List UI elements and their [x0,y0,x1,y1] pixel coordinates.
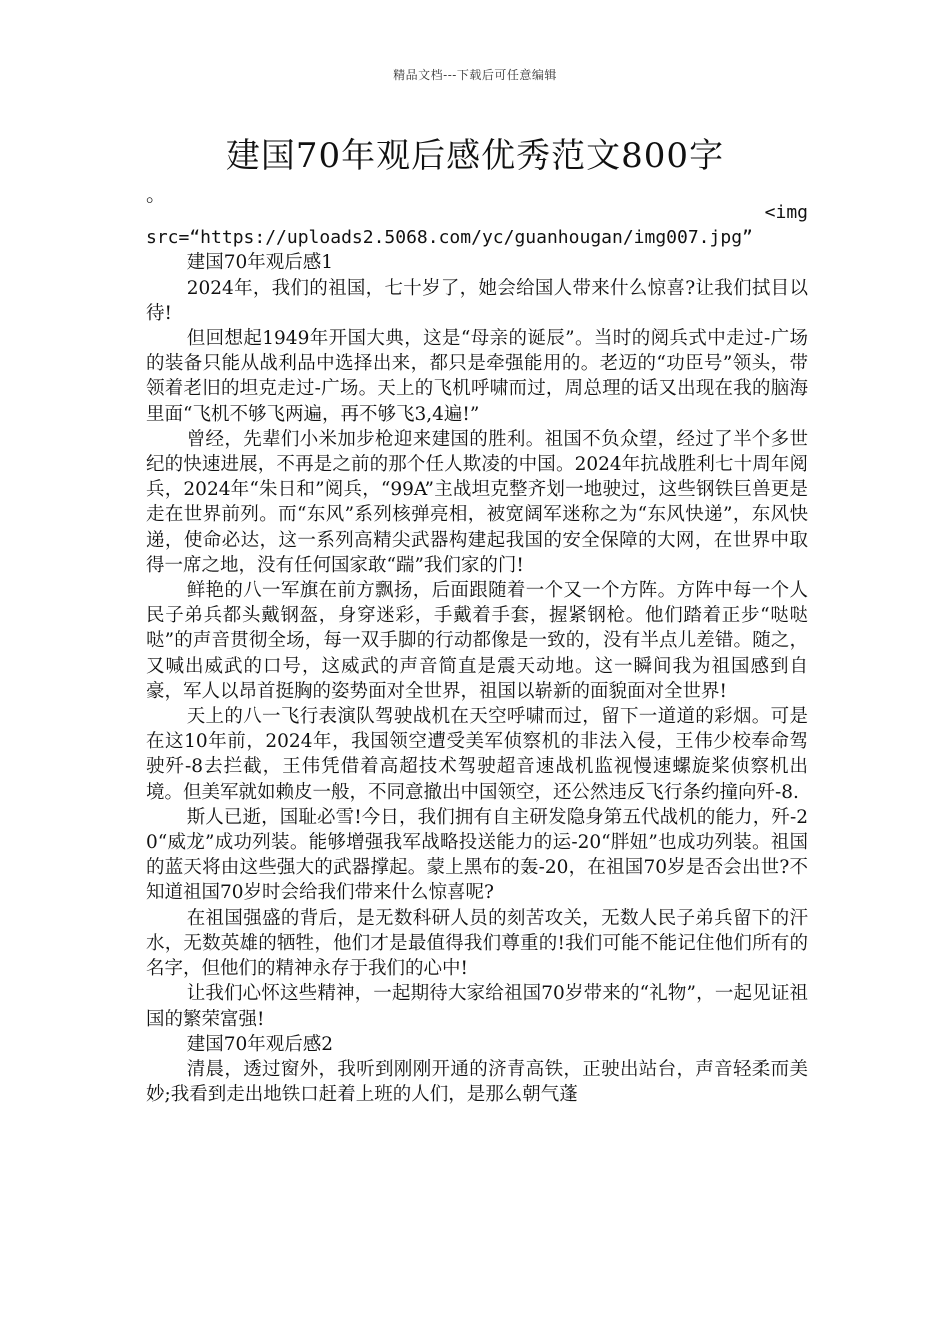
document-body [146,200,808,1107]
paragraph: 2024年，我们的祖国，七十岁了，她会给国人带来什么惊喜?让我们拭目以待! [146,277,808,324]
paragraph: 斯人已逝，国耻必雪!今日，我们拥有自主研发隐身第五代战机的能力，歼-20“威龙”成功列装。能够增强我军战略投送能力的运-20“胖妞”也成功列装。祖国的蓝天将由这些强大的武器撑起。蒙上黑布的轰-20，在祖国70岁是否会出世?不知道祖国70岁时会给我们带来什么惊喜呢? [146,806,808,904]
paragraph: 但回想起1949年开国大典，这是“母亲的诞辰”。当时的阅兵式中走过-广场的装备只能从战利品中选择出来，都只是牵强能用的。老迈的“功臣号”领头，带领着老旧的坦克走过-广场。天上的飞机呼啸而过，周总理的话又出现在我的脑海里面“飞机不够飞两遍，再不够飞3,4遍!” [146,328,808,425]
section-heading-2: 建国70年观后感2 [186,1033,333,1055]
header-note: 精品文档---下载后可任意编辑 [393,68,557,82]
paragraph: 在祖国强盛的背后，是无数科研人员的刻苦攻关，无数人民子弟兵留下的汗水，无数英雄的牺牲，他们才是最值得我们尊重的!我们可能不能记住他们所有的名字，但他们的精神永存于我们的心中! [146,907,808,980]
paragraph: 鲜艳的八一军旗在前方飘扬，后面跟随着一个又一个方阵。方阵中每一个人民子弟兵都头戴钢盔，身穿迷彩，手戴着手套，握紧钢枪。他们踏着正步“哒哒哒”的声音贯彻全场，每一双手脚的行动都像是一致的，没有半点儿差错。随之，又喊出威武的口号，这威武的声音简直是震天动地。这一瞬间我为祖国感到自豪，军人以昂首挺胸的姿势面对全世界，祖国以崭新的面貌面对全世界! [146,580,808,702]
title-trailing-mark: 。 [146,182,166,206]
img-tag-src: src=“https://uploads2.5068.com/yc/guanhougan/img007.jpg” [146,227,753,249]
paragraph: 清晨，透过窗外，我听到刚刚开通的济青高铁，正驶出站台，声音轻柔而美妙;我看到走出地铁口赶着上班的人们，是那么朝气蓬 [146,1058,808,1106]
paragraph: 让我们心怀这些精神，一起期待大家给祖国70岁带来的“礼物”，一起见证祖国的繁荣富强! [146,983,808,1030]
img-tag-text [146,200,808,250]
img-tag-open: <img [764,202,808,223]
paragraph: 曾经，先辈们小米加步枪迎来建国的胜利。祖国不负众望，经过了半个多世纪的快速进展，不再是之前的那个任人欺凌的中国。2024年抗战胜利七十周年阅兵，2024年“朱日和”阅兵，“99A”主战坦克整齐划一地驶过，这些钢铁巨兽更是走在世界前列。而“东风”系列核弹亮相，被宽阔军迷称之为“东风快递”，东风快递，使命必达，这一系列高精尖武器构建起我国的安全保障的大网，在世界中取得一席之地，没有任何国家敢“踹”我们家的门! [146,428,808,576]
document-title: 建国70年观后感优秀范文800字 [225,136,725,176]
section-heading-1: 建国70年观后感1 [186,252,333,274]
paragraph: 天上的八一飞行表演队驾驶战机在天空呼啸而过，留下一道道的彩烟。可是在这10年前，2024年，我国领空遭受美军侦察机的非法入侵，王伟少校奉命驾驶歼-8去拦截，王伟凭借着高超技术驾驶超音速战机监视慢速螺旋桨侦察机出境。但美军就如赖皮一般，不同意撤出中国领空，还公然违反飞行条约撞向歼-8. [146,706,808,803]
